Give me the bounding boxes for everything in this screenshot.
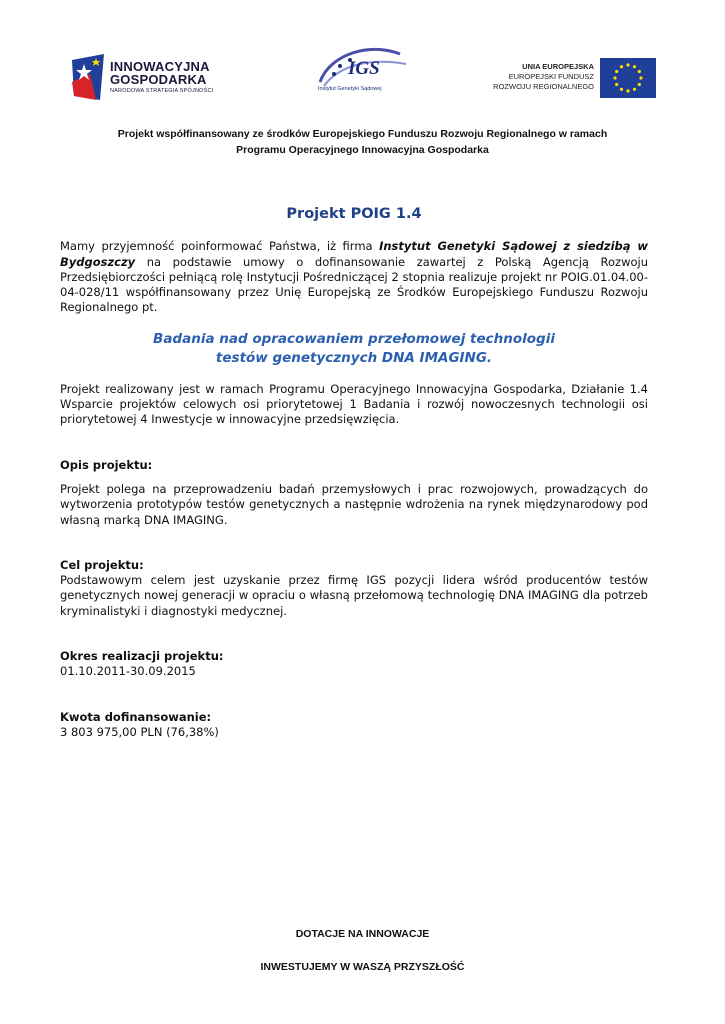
intro-text-pre: Mamy przyjemność poinformować Państwa, iż firma: [60, 239, 380, 254]
logo-text-innowacyjna: INNOWACYJNA: [110, 59, 210, 74]
cofinancing-line-1: Projekt współfinansowany ze środków Europejskiego Funduszu Rozwoju Regionalnego w ramach: [117, 128, 608, 140]
flag-star-icon: [70, 52, 106, 102]
goal-text: Podstawowym celem jest uzyskanie przez firmę IGS pozycji lidera wśród producentów testów genetycznych nowej generacji w opraciu o własną przełomową technologię DNA IMAGING dla potrzeb kryminalistyki i diagnostyki medycznej.: [60, 573, 648, 618]
logo-text-strategia: NARODOWA STRATEGIA SPÓJNOŚCI: [110, 88, 214, 94]
footer-line-2: INWESTUJEMY W WASZĄ PRZYSZŁOŚĆ: [260, 961, 465, 973]
funding-value: 3 803 975,00 PLN (76,38%): [60, 724, 219, 739]
funding-heading: Kwota dofinansowanie:: [60, 709, 212, 724]
period-value: 01.10.2011-30.09.2015: [60, 664, 196, 679]
document-body: [60, 207, 648, 740]
company-name: Instytut Genetyki Sądowej z siedzibą w Bydgoszczy: [60, 239, 648, 269]
logo-text-gospodarka: GOSPODARKA: [110, 72, 207, 87]
period-heading: Okres realizacji projektu:: [60, 649, 224, 664]
goal-heading: Cel projektu:: [60, 557, 144, 572]
cofinancing-statement: [60, 126, 665, 158]
igs-logo-word: IGS: [348, 58, 380, 79]
eu-flag-icon: [600, 58, 656, 98]
header-logos: [0, 44, 725, 114]
igs-logo-subtitle: Instytut Genetyki Sądowej: [318, 86, 382, 92]
eu-text-fundusz: EUROPEJSKI FUNDUSZ: [508, 72, 594, 81]
eu-logo: [486, 58, 656, 100]
eu-text-rozwoju: ROZWOJU REGIONALNEGO: [493, 82, 594, 91]
project-subtitle: [60, 330, 648, 368]
subtitle-line-2: testów genetycznych DNA IMAGING.: [215, 349, 493, 366]
description-text: Projekt polega na przeprowadzeniu badań przemysłowych i prac rozwojowych, prowadzących do wytworzenia prototypów testów genetycznych a następnie wdrożenia na rynek międzynarodowy pod własną marką DNA IMAGING.: [60, 481, 648, 527]
intro-text-post: na podstawie umowy o dofinansowanie zawartej z Polską Agencją Rozwoju Przedsiębiorczości pełniącą rolę Instytucji Pośredniczącej 2 stopnia realizuje projekt nr POIG.01.04.00-04-028/11 współfinansowany przez Unię Europejską ze Środków Europejskiego Funduszu Rozwoju Regionalnego pt.: [60, 254, 648, 315]
page-title: Projekt POIG 1.4: [286, 206, 422, 222]
program-paragraph: Projekt realizowany jest w ramach Programu Operacyjnego Innowacyjna Gospodarka, Działanie 1.4 Wsparcie projektów celowych osi priorytetowej 1 Badania i rozwój nowoczesnych technologii osi priorytetowej 4 Inwestycje w innowacyjne przedsięwzięcia.: [60, 381, 648, 427]
igs-logo: [310, 44, 420, 104]
cofinancing-line-2: Programu Operacyjnego Innowacyjna Gospodarka: [236, 144, 489, 156]
intro-paragraph: [60, 239, 648, 315]
subtitle-line-1: Badania nad opracowaniem przełomowej technologii: [153, 330, 555, 347]
description-heading: Opis projektu:: [60, 457, 153, 472]
innowacyjna-gospodarka-logo: [70, 52, 230, 108]
eu-text-unia: UNIA EUROPEJSKA: [522, 62, 594, 71]
footer-line-1: DOTACJE NA INNOWACJE: [295, 928, 430, 940]
